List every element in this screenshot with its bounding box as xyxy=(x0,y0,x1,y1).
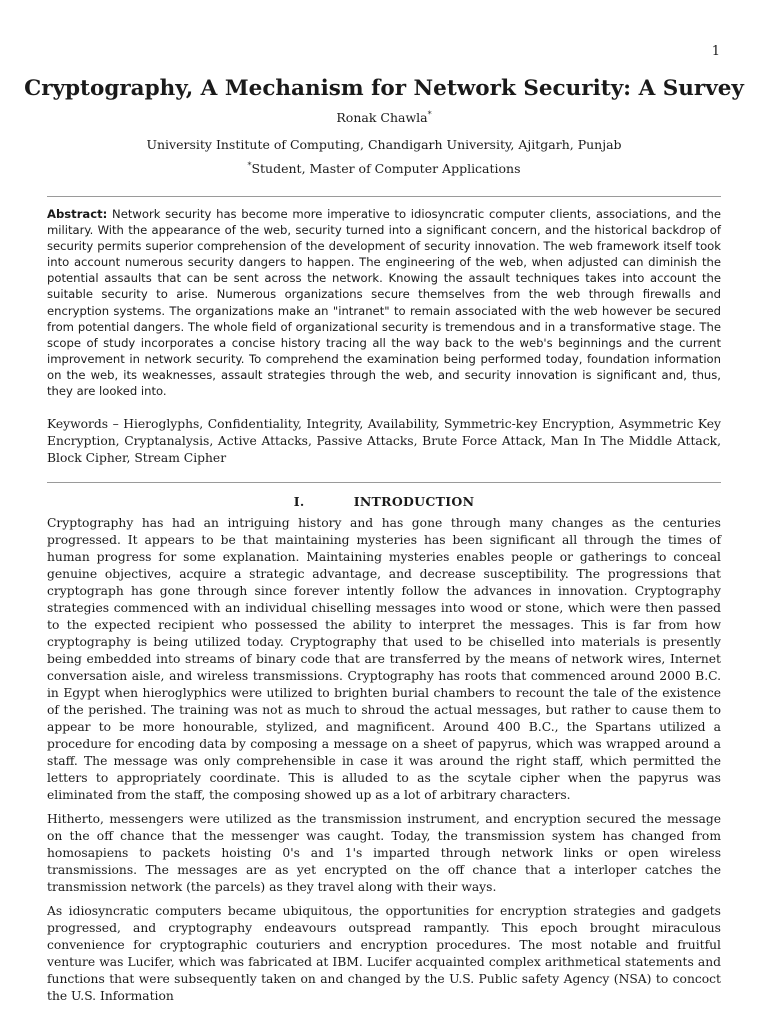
author-mark: * xyxy=(427,110,432,119)
role-mark: * xyxy=(247,161,252,170)
top-divider xyxy=(47,196,721,197)
paper-title: Cryptography, A Mechanism for Network Security: A Survey xyxy=(24,76,744,101)
affiliation: University Institute of Computing, Chandigarh University, Ajitgarh, Punjab xyxy=(146,137,622,152)
introduction-body xyxy=(47,515,721,1012)
page-number: 1 xyxy=(711,44,720,59)
keywords: Keywords – Hieroglyphs, Confidentiality, Integrity, Availability, Symmetric-key Encryption, Asymmetric Key Encryption, Cryptanalysis, Active Attacks, Passive Attacks, Brute Force Attack, Man In The Middle Attack, Block Cipher, Stream Cipher xyxy=(47,417,721,465)
section-divider xyxy=(47,482,721,483)
section-number: I. xyxy=(293,494,305,509)
section-heading xyxy=(0,494,768,509)
paragraph: Cryptography has had an intriguing history and has gone through many changes as the centuries progressed. It appears to be that maintaining mysteries has been significant all through the times of human progress for some explanation. Maintaining mysteries enables people or gatherings to conceal genuine objectives, acquire a strategic advantage, and decrease susceptibility. The progressions that cryptograph has gone through since forever intently follow the advances in innovation. Cryptography strategies commenced with an individual chiselling messages into wood or stone, which were then passed to the expected recipient who possessed the ability to interpret the messages. This is far from how cryptography is being utilized today. Cryptography that used to be chiselled into materials is presently being embedded into streams of binary code that are transferred by the means of network wires, Internet conversation aisle, and wireless transmissions. Cryptography has roots that commenced around 2000 B.C. in Egypt when hieroglyphics were utilized to brighten burial chambers to recount the tale of the existence of the perished. The training was not as much to shroud the actual messages, but rather to cause them to appear to be more honourable, stylized, and magnificent. Around 400 B.C., the Spartans utilized a procedure for encoding data by composing a message on a sheet of papyrus, which was wrapped around a staff. The message was only comprehensible in case it was around the right staff, which permitted the letters to appropriately coordinate. This is alluded to as the scytale cipher when the papyrus was eliminated from the staff, the composing showed up as a lot of arbitrary characters. xyxy=(47,516,721,802)
section-title: INTRODUCTION xyxy=(353,494,475,509)
author-role: Student, Master of Computer Applications xyxy=(251,161,521,177)
paragraph: As idiosyncratic computers became ubiquitous, the opportunities for encryption strategies and gadgets progressed, and cryptography endeavours outspread rampantly. This epoch brought miraculous convenience for cryptographic couturiers and encryption procedures. The most notable and fruitful venture was Lucifer, which was fabricated at IBM. Lucifer acquainted complex arithmetical statements and functions that were subsequently taken on and changed by the U.S. Public safety Agency (NSA) to concoct the U.S. Information xyxy=(47,904,721,1003)
author-role-line xyxy=(0,161,768,176)
author-name: Ronak Chawla xyxy=(336,110,428,126)
abstract-text: Network security has become more imperative to idiosyncratic computer clients, associations, and the military. With the appearance of the web, security turned into a significant concern, and the historical backdrop of security permits superior comprehension of the development of security innovation. The web framework itself took into account numerous security dangers to happen. The engineering of the web, when adjusted can diminish the potential assaults that can be sent across the network. Knowing the assault techniques takes into account the suitable security to arise. Numerous organizations secure themselves from the web through firewalls and encryption systems. The organizations make an "intranet" to remain associated with the web however be secured from potential dangers. The whole field of organizational security is tremendous and in a transformative stage. The scope of study incorporates a concise history tracing all the way back to the web's beginnings and the current improvement in network security. To comprehend the examination being performed today, foundation information on the web, its weaknesses, assault strategies through the web, and security innovation is significant and, thus, they are looked into. xyxy=(47,207,722,399)
paragraph: Hitherto, messengers were utilized as the transmission instrument, and encryption secured the message on the off chance that the messenger was caught. Today, the transmission system has changed from homosapiens to packets hoisting 0's and 1's imparted through network links or open wireless transmissions. The messages are as yet encrypted on the off chance that a interloper catches the transmission network (the parcels) as they travel along with their ways. xyxy=(47,812,721,894)
author-line xyxy=(0,110,768,125)
abstract-label: Abstract: xyxy=(47,207,108,221)
abstract xyxy=(47,206,721,399)
